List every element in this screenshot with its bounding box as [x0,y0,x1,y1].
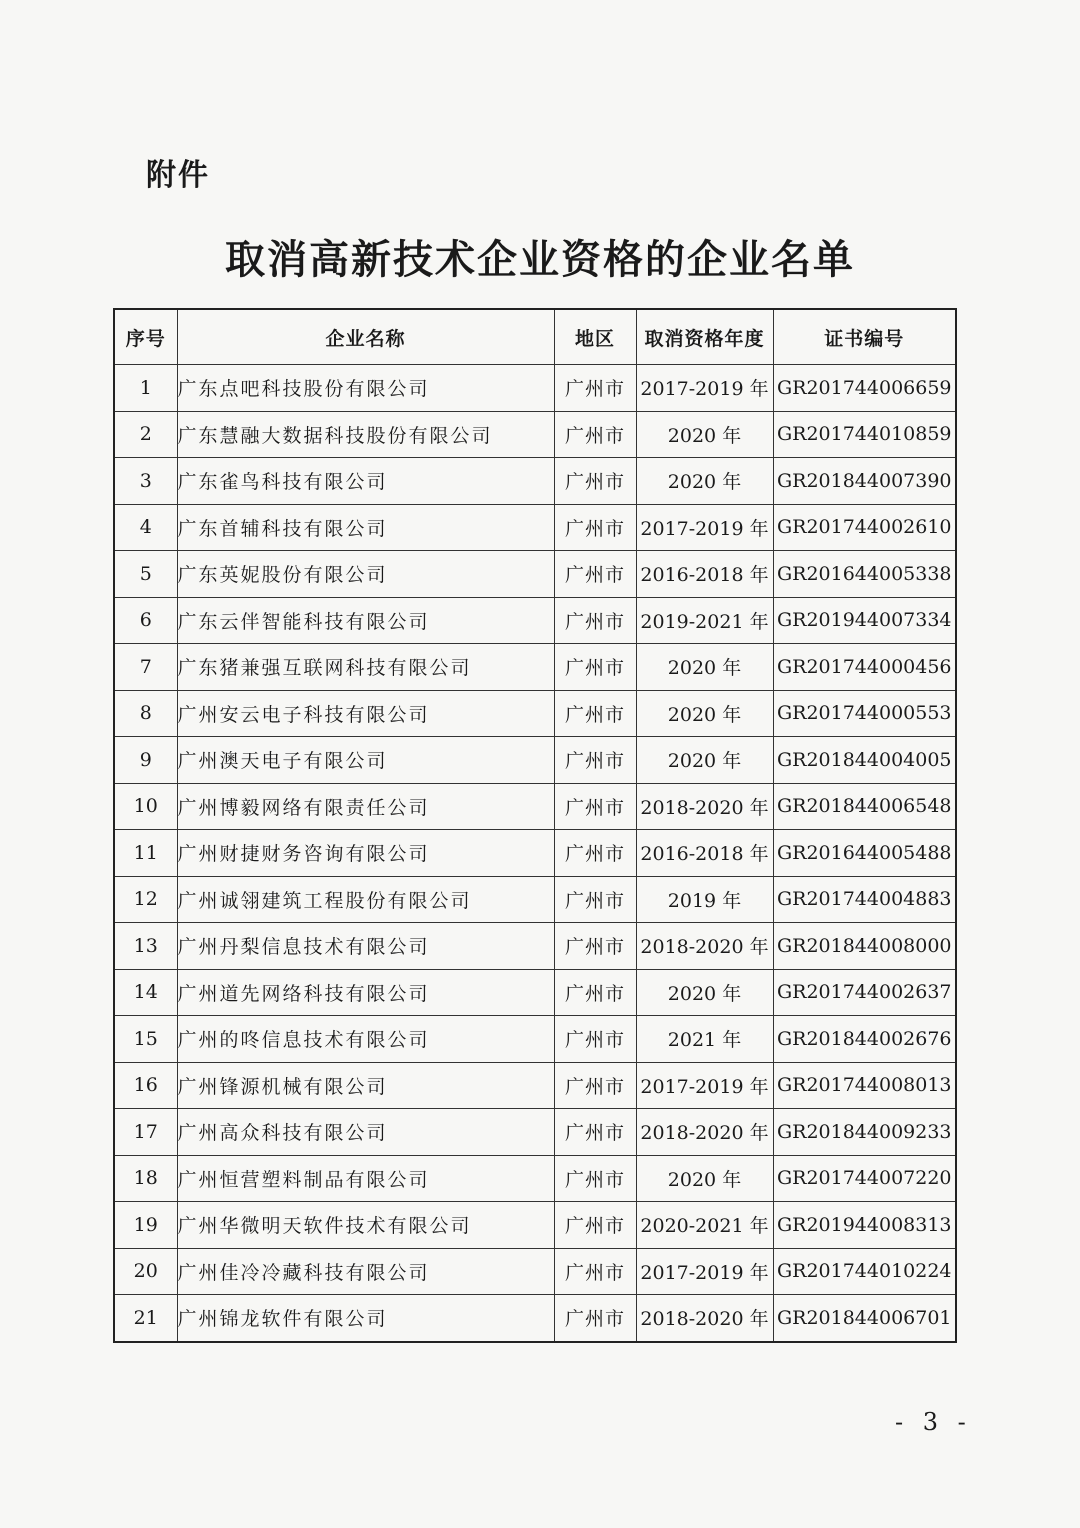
cell-company-name: 广州佳冷冷藏科技有限公司 [177,1248,554,1295]
table-row [114,411,956,458]
cell-cancel-year: 2020 年 [636,737,773,784]
cell-cancel-year: 2020 年 [636,644,773,691]
table-row [114,458,956,505]
page-number: - 3 - [895,1408,972,1436]
table-row [114,644,956,691]
cell-cancel-year: 2020 年 [636,458,773,505]
cell-no: 9 [114,737,177,784]
cell-no: 16 [114,1062,177,1109]
attachment-label: 附件 [146,158,210,193]
cell-company-name: 广州锋源机械有限公司 [177,1062,554,1109]
cell-company-name: 广东慧融大数据科技股份有限公司 [177,411,554,458]
cell-cert-number: GR201644005338 [773,551,956,598]
cell-company-name: 广州诚翎建筑工程股份有限公司 [177,876,554,923]
cell-cancel-year: 2018-2020 年 [636,783,773,830]
cell-no: 13 [114,923,177,970]
cell-cert-number: GR201744002637 [773,969,956,1016]
cell-company-name: 广州丹梨信息技术有限公司 [177,923,554,970]
cell-cancel-year: 2017-2019 年 [636,1062,773,1109]
header-year: 取消资格年度 [636,309,773,365]
cell-region: 广州市 [554,365,636,412]
cell-cert-number: GR201844008000 [773,923,956,970]
cell-company-name: 广州博毅网络有限责任公司 [177,783,554,830]
company-table [113,308,957,1343]
cell-cert-number: GR201844006701 [773,1295,956,1342]
cell-cancel-year: 2016-2018 年 [636,830,773,877]
cell-no: 7 [114,644,177,691]
table-row [114,690,956,737]
table-body [114,365,956,1342]
cell-no: 4 [114,504,177,551]
cell-no: 1 [114,365,177,412]
cell-no: 19 [114,1202,177,1249]
cell-cancel-year: 2017-2019 年 [636,504,773,551]
table-row [114,1016,956,1063]
cell-no: 17 [114,1109,177,1156]
cell-no: 10 [114,783,177,830]
table-row [114,1295,956,1342]
table-row [114,365,956,412]
table-row [114,876,956,923]
cell-company-name: 广州恒营塑料制品有限公司 [177,1155,554,1202]
cell-no: 14 [114,969,177,1016]
cell-cert-number: GR201844002676 [773,1016,956,1063]
cell-cancel-year: 2019 年 [636,876,773,923]
table-row [114,783,956,830]
table-row [114,597,956,644]
table-row [114,1062,956,1109]
cell-region: 广州市 [554,969,636,1016]
cell-cert-number: GR201844006548 [773,783,956,830]
cell-region: 广州市 [554,551,636,598]
cell-region: 广州市 [554,876,636,923]
header-no: 序号 [114,309,177,365]
cell-cancel-year: 2020-2021 年 [636,1202,773,1249]
cell-cancel-year: 2016-2018 年 [636,551,773,598]
cell-cancel-year: 2018-2020 年 [636,1295,773,1342]
cell-cert-number: GR201744000456 [773,644,956,691]
cell-no: 8 [114,690,177,737]
cell-cancel-year: 2020 年 [636,690,773,737]
cell-region: 广州市 [554,1295,636,1342]
cell-cert-number: GR201744008013 [773,1062,956,1109]
cell-region: 广州市 [554,1202,636,1249]
cell-cancel-year: 2020 年 [636,411,773,458]
cell-cert-number: GR201744010859 [773,411,956,458]
cell-company-name: 广州道先网络科技有限公司 [177,969,554,1016]
cell-no: 2 [114,411,177,458]
cell-company-name: 广州的咚信息技术有限公司 [177,1016,554,1063]
cell-company-name: 广州澳天电子有限公司 [177,737,554,784]
cell-no: 11 [114,830,177,877]
cell-cancel-year: 2021 年 [636,1016,773,1063]
table-row [114,923,956,970]
cell-cancel-year: 2020 年 [636,969,773,1016]
cell-region: 广州市 [554,644,636,691]
cell-region: 广州市 [554,1248,636,1295]
table-row [114,504,956,551]
cell-company-name: 广州安云电子科技有限公司 [177,690,554,737]
cell-company-name: 广州高众科技有限公司 [177,1109,554,1156]
cell-cancel-year: 2017-2019 年 [636,1248,773,1295]
table-row [114,1109,956,1156]
cell-cancel-year: 2019-2021 年 [636,597,773,644]
cell-region: 广州市 [554,830,636,877]
cell-company-name: 广东云伴智能科技有限公司 [177,597,554,644]
table-header-row [114,309,956,365]
table-row [114,1155,956,1202]
cell-cert-number: GR201744006659 [773,365,956,412]
cell-cancel-year: 2017-2019 年 [636,365,773,412]
cell-no: 3 [114,458,177,505]
cell-company-name: 广州锦龙软件有限公司 [177,1295,554,1342]
cell-region: 广州市 [554,783,636,830]
cell-region: 广州市 [554,1109,636,1156]
cell-region: 广州市 [554,458,636,505]
cell-company-name: 广东点吧科技股份有限公司 [177,365,554,412]
cell-cert-number: GR201744000553 [773,690,956,737]
cell-region: 广州市 [554,1062,636,1109]
table-row [114,1202,956,1249]
cell-cancel-year: 2018-2020 年 [636,1109,773,1156]
cell-company-name: 广东猪兼强互联网科技有限公司 [177,644,554,691]
cell-no: 12 [114,876,177,923]
cell-no: 18 [114,1155,177,1202]
header-name: 企业名称 [177,309,554,365]
table-row [114,551,956,598]
cell-cancel-year: 2020 年 [636,1155,773,1202]
cell-cert-number: GR201944007334 [773,597,956,644]
cell-cert-number: GR201744007220 [773,1155,956,1202]
page-title: 取消高新技术企业资格的企业名单 [225,237,855,283]
cell-region: 广州市 [554,411,636,458]
cell-company-name: 广东英妮股份有限公司 [177,551,554,598]
table-row [114,830,956,877]
cell-cancel-year: 2018-2020 年 [636,923,773,970]
cell-cert-number: GR201744004883 [773,876,956,923]
table-row [114,737,956,784]
cell-region: 广州市 [554,1016,636,1063]
header-cert: 证书编号 [773,309,956,365]
table-row [114,1248,956,1295]
cell-region: 广州市 [554,597,636,644]
cell-company-name: 广州财捷财务咨询有限公司 [177,830,554,877]
cell-cert-number: GR201744002610 [773,504,956,551]
cell-cert-number: GR201844009233 [773,1109,956,1156]
header-region: 地区 [554,309,636,365]
cell-cert-number: GR201644005488 [773,830,956,877]
cell-no: 15 [114,1016,177,1063]
cell-company-name: 广州华微明天软件技术有限公司 [177,1202,554,1249]
cell-region: 广州市 [554,504,636,551]
cell-cert-number: GR201844007390 [773,458,956,505]
cell-company-name: 广东雀鸟科技有限公司 [177,458,554,505]
cell-region: 广州市 [554,923,636,970]
cell-no: 20 [114,1248,177,1295]
cell-no: 5 [114,551,177,598]
cell-company-name: 广东首辅科技有限公司 [177,504,554,551]
cell-cert-number: GR201944008313 [773,1202,956,1249]
cell-no: 6 [114,597,177,644]
cell-region: 广州市 [554,690,636,737]
cell-cert-number: GR201844004005 [773,737,956,784]
cell-cert-number: GR201744010224 [773,1248,956,1295]
table-row [114,969,956,1016]
cell-region: 广州市 [554,1155,636,1202]
cell-region: 广州市 [554,737,636,784]
cell-no: 21 [114,1295,177,1342]
